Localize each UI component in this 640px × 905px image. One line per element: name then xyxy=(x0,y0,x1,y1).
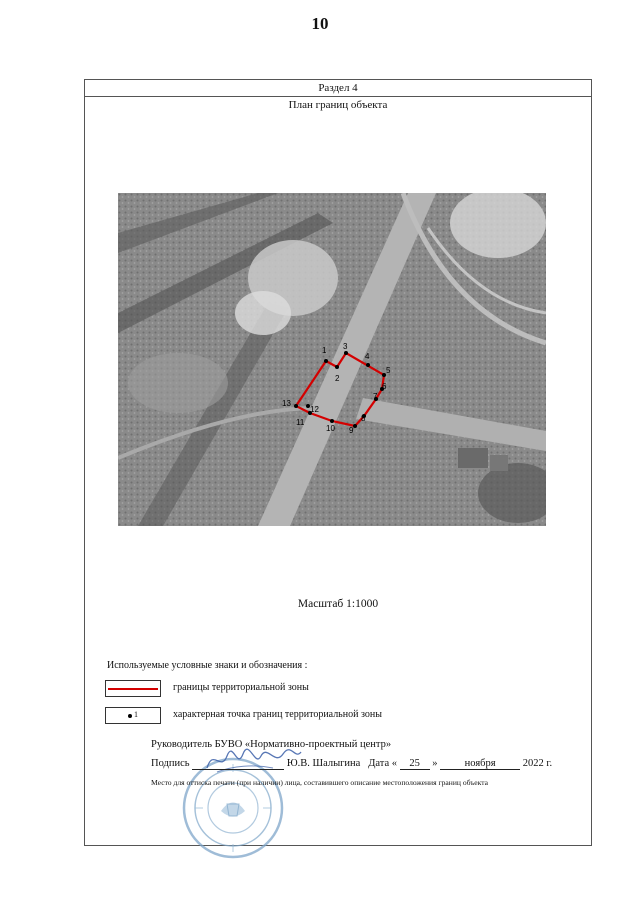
legend-heading: Используемые условные знаки и обозначения : xyxy=(107,660,308,671)
point-label-8: 8 xyxy=(361,414,366,423)
scale-label: Масштаб 1:1000 xyxy=(297,598,379,610)
date-label: Дата « xyxy=(368,758,398,769)
point-label-7: 7 xyxy=(373,392,378,401)
point-label-1: 1 xyxy=(322,346,327,355)
signature-line xyxy=(151,757,552,770)
legend-boundary-text: границы территориальной зоны xyxy=(173,682,309,693)
page-number: 10 xyxy=(311,14,329,33)
point-label-3: 3 xyxy=(343,342,348,351)
head-of-organization: Руководитель БУВО «Нормативно-проектный центр» xyxy=(151,739,392,750)
plan-title: План границ объекта xyxy=(288,99,388,111)
point-label-9: 9 xyxy=(349,426,354,435)
legend-point-number: 1 xyxy=(134,710,138,719)
date-day: 25 xyxy=(400,758,430,770)
legend-point-text: характерная точка границ территориальной зоны xyxy=(173,709,382,720)
point-label-10: 10 xyxy=(326,424,335,433)
point-label-13: 13 xyxy=(282,399,291,408)
document-frame xyxy=(84,79,592,846)
date-year: 2022 г. xyxy=(522,758,553,769)
stamp-note: Место для оттиска печати (при наличии) лица, составившего описание местоположения границ объекта xyxy=(151,778,489,787)
point-label-4: 4 xyxy=(365,352,370,361)
legend-boundary-swatch xyxy=(105,680,161,697)
point-label-2: 2 xyxy=(335,374,340,383)
point-label-5: 5 xyxy=(386,366,391,375)
point-label-6: 6 xyxy=(382,382,387,391)
point-label-12: 12 xyxy=(310,405,319,414)
legend-point-swatch xyxy=(105,707,161,724)
signer-name: Ю.В. Шалыгина xyxy=(286,758,361,769)
point-label-11: 11 xyxy=(296,418,305,427)
signature-label: Подпись xyxy=(151,758,190,769)
section-label: Раздел 4 xyxy=(85,80,591,97)
date-month: ноября xyxy=(440,758,520,770)
aerial-photo-map xyxy=(118,193,546,526)
date-quote-close: » xyxy=(432,758,438,769)
signature-field xyxy=(192,757,284,770)
